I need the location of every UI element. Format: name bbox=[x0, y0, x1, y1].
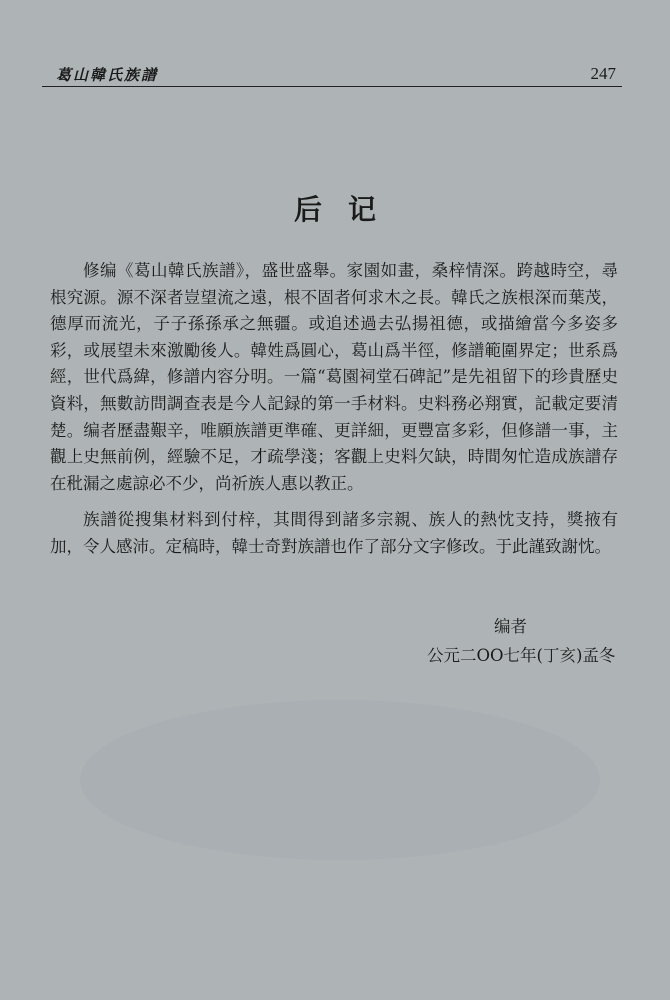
running-header bbox=[42, 62, 622, 92]
body-text bbox=[50, 258, 618, 571]
signature-date: 公元二OO七年(丁亥)孟冬 bbox=[427, 646, 616, 665]
header-rule bbox=[42, 86, 622, 87]
paper-shading bbox=[80, 700, 600, 860]
signature-editor: 编者 bbox=[494, 617, 527, 636]
page-number: 247 bbox=[590, 64, 616, 83]
paragraph: 族譜從搜集材料到付梓，其間得到諸多宗親、族人的熱忱支持，獎掖有加，令人感沛。定稿時，韓士奇對族譜也作了部分文字修改。于此謹致謝忱。 bbox=[50, 510, 618, 556]
paragraph: 修编《葛山韓氏族譜》，盛世盛舉。家園如畫，桑梓情深。跨越時空，尋根究源。源不深者豈望流之遠，根不固者何求木之長。韓氏之族根深而葉茂，德厚而流光，子子孫孫承之無疆。或追述過去弘揚祖德，或描繪當今多姿多彩，或展望未來激勵後人。韓姓爲圓心，葛山爲半徑，修譜範圍界定；世系爲經，世代爲緯，修譜内容分明。一篇“葛園祠堂石碑記”是先祖留下的珍貴歷史資料，無數訪問調查表是今人記録的第一手材料。史料務必翔實，記載定要清楚。编者歷盡艱辛，唯願族譜更準確、更詳細，更豐富多彩，但修譜一事，主觀上史無前例，經驗不足，才疏學淺；客觀上史料欠缺，時間匆忙造成族譜存在秕漏之處諒必不少，尚祈族人惠以教正。 bbox=[50, 261, 618, 493]
book-title: 葛山韓氏族譜 bbox=[56, 66, 159, 84]
section-title: 后记 bbox=[293, 193, 402, 226]
